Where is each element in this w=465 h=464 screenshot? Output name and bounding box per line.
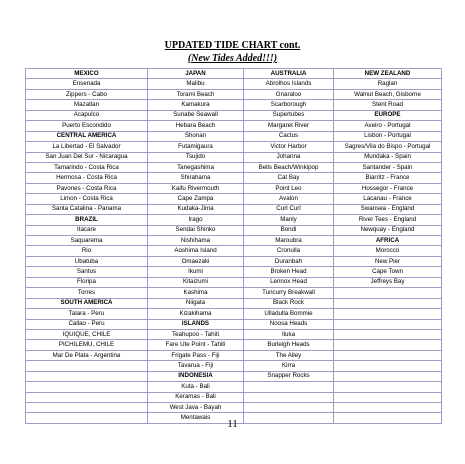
- table-row: [26, 204, 442, 214]
- cell-mexico: IQUIQUE, CHILE: [26, 329, 148, 339]
- cell-australia: Supertubes: [244, 110, 334, 120]
- cell-japan: Fare Ute Point - Tahiti: [148, 340, 244, 350]
- table-row: [26, 110, 442, 120]
- cell-mexico: Acapulco: [26, 110, 148, 120]
- cell-mexico: Rio: [26, 246, 148, 256]
- table-row: [26, 309, 442, 319]
- cell-australia: Scarborough: [244, 100, 334, 110]
- table-body: [26, 79, 442, 423]
- table-row: [26, 256, 442, 266]
- cell-japan: Futamigaura: [148, 142, 244, 152]
- table-row: [26, 142, 442, 152]
- column-header-new-zealand: NEW ZEALAND: [334, 69, 442, 79]
- table-row: [26, 246, 442, 256]
- cell-japan: Sunabe Seawall: [148, 110, 244, 120]
- cell-new-zealand: [334, 298, 442, 308]
- page-number: 11: [227, 418, 238, 430]
- table-row: [26, 277, 442, 287]
- tide-chart-table: [25, 68, 442, 424]
- table-row: [26, 162, 442, 172]
- cell-japan: Ikumi: [148, 267, 244, 277]
- cell-mexico: Callao - Peru: [26, 319, 148, 329]
- cell-mexico: CENTRAL AMERICA: [26, 131, 148, 141]
- cell-japan: Kuta - Bali: [148, 382, 244, 392]
- cell-australia: Abrolhos Islands: [244, 79, 334, 89]
- cell-mexico: BRAZIL: [26, 215, 148, 225]
- cell-mexico: Talara - Peru: [26, 309, 148, 319]
- table-row: [26, 173, 442, 183]
- cell-mexico: Zippers - Cabo: [26, 89, 148, 99]
- cell-australia: Gnaraloo: [244, 89, 334, 99]
- cell-mexico: Santa Catalina - Panama: [26, 204, 148, 214]
- cell-australia: Manly: [244, 215, 334, 225]
- cell-australia: [244, 382, 334, 392]
- cell-japan: INDONESIA: [148, 371, 244, 381]
- cell-new-zealand: Biarritz - France: [334, 173, 442, 183]
- cell-mexico: Mazatlan: [26, 100, 148, 110]
- table-row: [26, 152, 442, 162]
- cell-mexico: San Juan Del Sur - Nicaragua: [26, 152, 148, 162]
- cell-new-zealand: [334, 392, 442, 402]
- table-row: [26, 350, 442, 360]
- cell-australia: Kirra: [244, 361, 334, 371]
- cell-mexico: Ensenada: [26, 79, 148, 89]
- table-row: [26, 236, 442, 246]
- cell-japan: Kaifu Rivermouth: [148, 183, 244, 193]
- cell-new-zealand: Newquay - England: [334, 225, 442, 235]
- cell-australia: Snapper Rocks: [244, 371, 334, 381]
- cell-australia: Cronulla: [244, 246, 334, 256]
- cell-new-zealand: Stent Road: [334, 100, 442, 110]
- cell-australia: Duranbah: [244, 256, 334, 266]
- cell-australia: Bells Beach/Winkipop: [244, 162, 334, 172]
- table-row: [26, 329, 442, 339]
- cell-australia: [244, 392, 334, 402]
- cell-new-zealand: Morocco: [334, 246, 442, 256]
- cell-japan: Kizakihama: [148, 309, 244, 319]
- cell-australia: Tuncurry Breakwall: [244, 288, 334, 298]
- cell-new-zealand: Jeffreys Bay: [334, 277, 442, 287]
- cell-new-zealand: [334, 329, 442, 339]
- cell-mexico: Torres: [26, 288, 148, 298]
- cell-new-zealand: [334, 382, 442, 392]
- cell-japan: Kamakura: [148, 100, 244, 110]
- cell-australia: The Alley: [244, 350, 334, 360]
- table-row: [26, 89, 442, 99]
- cell-new-zealand: Lisbon - Portugal: [334, 131, 442, 141]
- table-row: [26, 298, 442, 308]
- table-row: [26, 131, 442, 141]
- cell-australia: Point Leo: [244, 183, 334, 193]
- table-row: [26, 288, 442, 298]
- table-row: [26, 319, 442, 329]
- cell-japan: ISLANDS: [148, 319, 244, 329]
- cell-australia: Curl Curl: [244, 204, 334, 214]
- table-row: [26, 121, 442, 131]
- cell-new-zealand: Aveiro - Portugal: [334, 121, 442, 131]
- cell-japan: Frigate Pass - Fiji: [148, 350, 244, 360]
- table-row: [26, 194, 442, 204]
- table-row: [26, 340, 442, 350]
- cell-australia: Ulladulla Bommie: [244, 309, 334, 319]
- cell-japan: Teahupoo - Tahiti: [148, 329, 244, 339]
- cell-mexico: Pavones - Costa Rica: [26, 183, 148, 193]
- cell-australia: Lennox Head: [244, 277, 334, 287]
- cell-new-zealand: [334, 288, 442, 298]
- cell-australia: Bondi: [244, 225, 334, 235]
- cell-japan: Tsujido: [148, 152, 244, 162]
- cell-new-zealand: Swansea - England: [334, 204, 442, 214]
- cell-japan: Sendai Shinko: [148, 225, 244, 235]
- cell-japan: Tavarua - Fiji: [148, 361, 244, 371]
- cell-mexico: PICHILEMU, CHILE: [26, 340, 148, 350]
- cell-japan: Malibu: [148, 79, 244, 89]
- table-row: [26, 371, 442, 381]
- cell-japan: Kashima: [148, 288, 244, 298]
- table-row: [26, 79, 442, 89]
- cell-australia: Broken Head: [244, 267, 334, 277]
- cell-japan: Kitaizumi: [148, 277, 244, 287]
- table-row: [26, 361, 442, 371]
- cell-new-zealand: [334, 309, 442, 319]
- cell-japan: Kudaka-Jima: [148, 204, 244, 214]
- table-row: [26, 225, 442, 235]
- cell-mexico: Saquarema: [26, 236, 148, 246]
- cell-japan: Hebara Beach: [148, 121, 244, 131]
- cell-new-zealand: [334, 371, 442, 381]
- cell-japan: Shonan: [148, 131, 244, 141]
- cell-australia: Margaret River: [244, 121, 334, 131]
- column-header-japan: JAPAN: [148, 69, 244, 79]
- cell-japan: Aoshima Island: [148, 246, 244, 256]
- cell-mexico: Tamarindo - Costa Rica: [26, 162, 148, 172]
- cell-new-zealand: Sagres/Vila do Bispo - Portugal: [334, 142, 442, 152]
- table-row: [26, 403, 442, 413]
- cell-japan: Keramas - Bali: [148, 392, 244, 402]
- cell-australia: [244, 403, 334, 413]
- cell-australia: Burleigh Heads: [244, 340, 334, 350]
- cell-mexico: Mar De Plata - Argentina: [26, 350, 148, 360]
- cell-japan: Niigata: [148, 298, 244, 308]
- column-header-australia: AUSTRALIA: [244, 69, 334, 79]
- cell-mexico: [26, 361, 148, 371]
- table-header-row: [26, 69, 442, 79]
- column-header-mexico: MEXICO: [26, 69, 148, 79]
- cell-new-zealand: [334, 361, 442, 371]
- cell-japan: Nishihama: [148, 236, 244, 246]
- cell-japan: Mentawais: [148, 413, 244, 423]
- cell-australia: Cat Bay: [244, 173, 334, 183]
- page-subtitle: (New Tides Added!!!): [187, 53, 278, 64]
- cell-australia: Maroubra: [244, 236, 334, 246]
- cell-new-zealand: River Tees - England: [334, 215, 442, 225]
- cell-new-zealand: Walnut Beach, Gisborne: [334, 89, 442, 99]
- cell-new-zealand: [334, 350, 442, 360]
- cell-australia: Black Rock: [244, 298, 334, 308]
- cell-australia: Johanna: [244, 152, 334, 162]
- cell-new-zealand: Mundaka - Spain: [334, 152, 442, 162]
- page-title: UPDATED TIDE CHART cont.: [164, 40, 301, 51]
- cell-mexico: Santos: [26, 267, 148, 277]
- table-row: [26, 183, 442, 193]
- cell-mexico: [26, 392, 148, 402]
- cell-mexico: Puerto Escondido: [26, 121, 148, 131]
- cell-new-zealand: [334, 403, 442, 413]
- cell-japan: Cape Zampa: [148, 194, 244, 204]
- cell-australia: Noosa Heads: [244, 319, 334, 329]
- cell-new-zealand: [334, 319, 442, 329]
- cell-australia: Cactus: [244, 131, 334, 141]
- cell-mexico: [26, 382, 148, 392]
- cell-new-zealand: [334, 340, 442, 350]
- cell-new-zealand: AFRICA: [334, 236, 442, 246]
- cell-japan: West Java - Bayah: [148, 403, 244, 413]
- cell-australia: Avalon: [244, 194, 334, 204]
- cell-new-zealand: New Pier: [334, 256, 442, 266]
- cell-new-zealand: Hossegor - France: [334, 183, 442, 193]
- cell-japan: Tanegashima: [148, 162, 244, 172]
- cell-new-zealand: Raglan: [334, 79, 442, 89]
- cell-new-zealand: Lacanau - France: [334, 194, 442, 204]
- cell-new-zealand: EUROPE: [334, 110, 442, 120]
- cell-australia: Iluka: [244, 329, 334, 339]
- cell-mexico: Limon - Costa Rica: [26, 194, 148, 204]
- cell-mexico: Ubatuba: [26, 256, 148, 266]
- cell-new-zealand: Santander - Spain: [334, 162, 442, 172]
- cell-australia: Victor Harbor: [244, 142, 334, 152]
- cell-mexico: Hermosa - Costa Rica: [26, 173, 148, 183]
- table-row: [26, 100, 442, 110]
- cell-japan: Torami Beach: [148, 89, 244, 99]
- cell-mexico: [26, 371, 148, 381]
- cell-mexico: [26, 403, 148, 413]
- cell-mexico: La Libertad - El Salvador: [26, 142, 148, 152]
- cell-japan: Irago: [148, 215, 244, 225]
- cell-japan: Shirahama: [148, 173, 244, 183]
- table-row: [26, 215, 442, 225]
- cell-mexico: SOUTH AMERICA: [26, 298, 148, 308]
- cell-mexico: Floripa: [26, 277, 148, 287]
- cell-mexico: Itacare: [26, 225, 148, 235]
- cell-japan: Omaezaki: [148, 256, 244, 266]
- cell-new-zealand: Cape Town: [334, 267, 442, 277]
- table-row: [26, 392, 442, 402]
- table-row: [26, 267, 442, 277]
- table-row: [26, 382, 442, 392]
